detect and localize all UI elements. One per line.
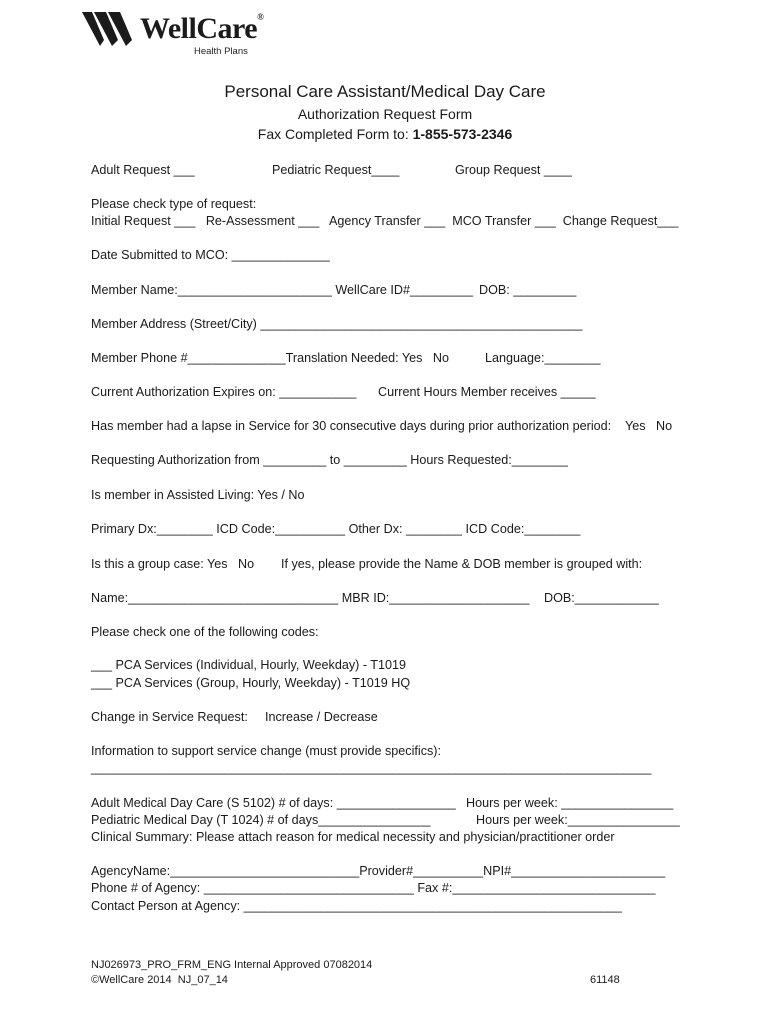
group-member-field[interactable]: Name:______________________________ MBR ID:____________________ <box>91 591 530 605</box>
wellcare-logo <box>82 12 272 60</box>
current-hours-field[interactable]: Current Hours Member receives _____ <box>378 385 596 399</box>
footer-copyright: ©WellCare 2014 NJ_07_14 <box>91 974 228 986</box>
agency-phone-field[interactable]: Phone # of Agency: ______________________________ Fax #:_____________________________ <box>91 881 656 895</box>
fax-number: 1-855-573-2346 <box>412 126 513 142</box>
date-submitted-field[interactable]: Date Submitted to MCO: ______________ <box>91 248 330 262</box>
logo-tagline: Health Plans <box>194 46 248 57</box>
member-name-field[interactable]: Member Name:______________________ WellCare ID#_________ <box>91 283 474 297</box>
requesting-auth-field[interactable]: Requesting Authorization from _________ to _________ Hours Requested:________ <box>91 453 568 467</box>
request-type-prompt: Please check type of request: <box>91 197 257 211</box>
agency-contact-field[interactable]: Contact Person at Agency: ______________________________________________________ <box>91 899 622 913</box>
member-dob-field[interactable]: DOB: _________ <box>479 283 577 297</box>
wellcare-logo-mark <box>82 12 142 48</box>
group-case-followup: If yes, please provide the Name & DOB member is grouped with: <box>281 557 643 571</box>
auth-expires-field[interactable]: Current Authorization Expires on: ___________ <box>91 385 357 399</box>
group-request-field[interactable]: Group Request ____ <box>455 163 572 177</box>
support-info-line[interactable]: ________________________________________________________________________________ <box>91 761 652 775</box>
footer-code: NJ026973_PRO_FRM_ENG Internal Approved 07082014 <box>91 959 373 971</box>
request-type-options[interactable]: Initial Request ___ Re-Assessment ___ Agency Transfer ___ MCO Transfer ___ Change Request___ <box>91 214 679 228</box>
language-field[interactable]: Language:________ <box>485 351 601 365</box>
pediatric-request-field[interactable]: Pediatric Request____ <box>272 163 400 177</box>
form-subtitle: Authorization Request Form <box>297 106 473 122</box>
clinical-summary-note: Clinical Summary: Please attach reason for medical necessity and physician/practitioner order <box>91 830 615 844</box>
form-title: Personal Care Assistant/Medical Day Care <box>224 82 546 101</box>
code-individual-option[interactable]: ___ PCA Services (Individual, Hourly, Weekday) - T1019 <box>91 658 406 672</box>
pediatric-hours-field[interactable]: Hours per week:________________ <box>476 813 680 827</box>
support-info-label: Information to support service change (must provide specifics): <box>91 744 441 758</box>
assisted-living-field[interactable]: Is member in Assisted Living: Yes / No <box>91 488 305 502</box>
member-address-field[interactable]: Member Address (Street/City) ______________________________________________ <box>91 317 583 331</box>
footer-number: 61148 <box>590 974 620 986</box>
lapse-question: Has member had a lapse in Service for 30 consecutive days during prior authorization period: <box>91 419 612 433</box>
adult-medical-day-field[interactable]: Adult Medical Day Care (S 5102) # of days: _________________ <box>91 796 456 810</box>
group-case-field[interactable]: Is this a group case: Yes No <box>91 557 255 571</box>
member-phone-field[interactable]: Member Phone #______________Translation Needed: Yes No <box>91 351 450 365</box>
group-member-dob-field[interactable]: DOB:____________ <box>544 591 659 605</box>
code-group-option[interactable]: ___ PCA Services (Group, Hourly, Weekday) - T1019 HQ <box>91 676 411 690</box>
lapse-answer[interactable]: Yes No <box>625 419 673 433</box>
change-service-label: Change in Service Request: <box>91 710 248 724</box>
change-service-options[interactable]: Increase / Decrease <box>265 710 378 724</box>
adult-request-field[interactable]: Adult Request ___ <box>91 163 195 177</box>
codes-prompt: Please check one of the following codes: <box>91 625 319 639</box>
adult-hours-field[interactable]: Hours per week: ________________ <box>466 796 674 810</box>
logo-brand: WellCare® <box>140 12 264 45</box>
fax-line: Fax Completed Form to: 1-855-573-2346 <box>257 126 513 142</box>
agency-name-field[interactable]: AgencyName:___________________________Provider#__________NPI#______________________ <box>91 864 666 878</box>
diagnosis-field[interactable]: Primary Dx:________ ICD Code:__________ Other Dx: ________ ICD Code:________ <box>91 522 581 536</box>
pediatric-medical-day-field[interactable]: Pediatric Medical Day (T 1024) # of days________________ <box>91 813 431 827</box>
